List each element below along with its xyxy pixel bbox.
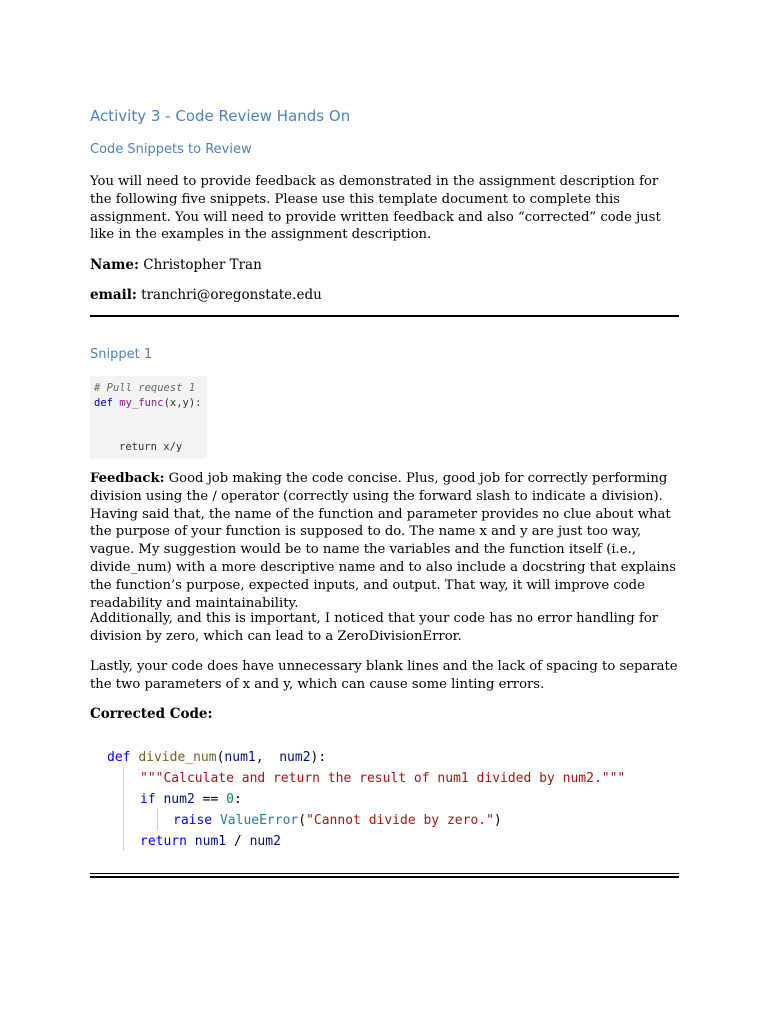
intro-paragraph: You will need to provide feedback as demonstrated in the assignment description for the following five snippets. Please use this template document to complete this assignment. You will need to provide written feedback and also “corrected” code just like in the examples in the assignment description.: [90, 174, 661, 243]
snippet-def-line: [94, 397, 202, 409]
feedback-paragraph-2: Additionally, and this is important, I noticed that your code has no error handling for division by zero, which can lead to a ZeroDivisionError.: [90, 611, 659, 644]
code-line-1: def divide_num(num1, num2):: [107, 750, 327, 765]
email-line: [90, 287, 322, 303]
snippet-params: (x,y):: [163, 397, 202, 409]
code-line-5: return num1 / num2: [140, 834, 281, 849]
code-line-3: if num2 == 0:: [140, 792, 242, 807]
double-rule-top: [90, 873, 679, 874]
feedback-label: Feedback:: [90, 471, 165, 486]
name-value: Christopher Tran: [138, 257, 262, 273]
snippet-def-keyword: def: [94, 397, 113, 409]
feedback-paragraph: [90, 470, 682, 612]
name-label: Name:: [90, 257, 139, 273]
indent-guide: [157, 809, 158, 830]
double-rule-bottom: [90, 876, 679, 878]
section-subtitle: Code Snippets to Review: [90, 142, 252, 157]
feedback-text: Good job making the code concise. Plus, good job for correctly performing division using the / operator (correctly using the forward slash to indicate a division). Having said that, the name of the function and parameter provides no clue about what the purpose of your function is supposed to do. The name x and y are just too way, vague. My suggestion would be to name the variables and the function itself (i.e., divide_num) with a more descriptive name and to also include a docstring that explains the function’s purpose, expected inputs, and output. That way, it will improve code readability and maintainability.: [90, 471, 677, 611]
feedback-paragraph-3: Lastly, your code does have unnecessary blank lines and the lack of spacing to separate the two parameters of x and y, which can cause some linting errors.: [90, 659, 678, 692]
code-line-4: raise ValueError("Cannot divide by zero."): [173, 813, 502, 828]
snippet-heading: Snippet 1: [90, 347, 153, 362]
code-line-2: """Calculate and return the result of num1 divided by num2.""": [140, 771, 626, 786]
name-line: [90, 257, 262, 273]
corrected-code-label: Corrected Code:: [90, 706, 213, 722]
snippet-code-block: [90, 376, 207, 459]
indent-guide: [123, 767, 124, 851]
email-label: email:: [90, 287, 137, 303]
page-title: Activity 3 - Code Review Hands On: [90, 107, 351, 125]
snippet-func-name: my_func: [119, 397, 164, 409]
snippet-return-line: return x/y: [119, 441, 183, 453]
horizontal-divider: [90, 315, 679, 317]
snippet-comment: # Pull request 1: [94, 382, 196, 394]
email-value: tranchri@oregonstate.edu: [136, 287, 322, 303]
